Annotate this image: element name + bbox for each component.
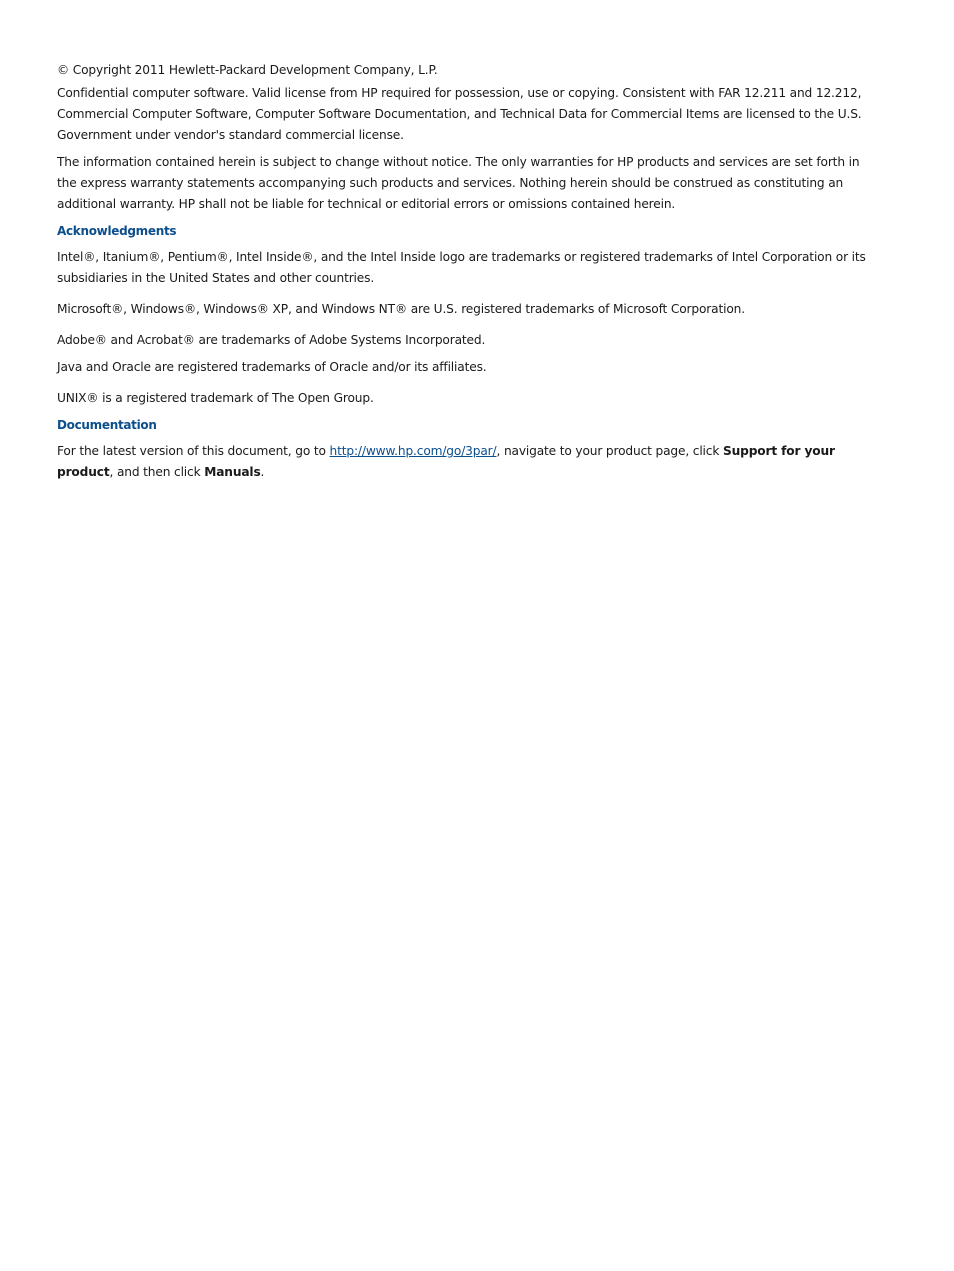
trademark-intel: Intel®, Itanium®, Pentium®, Intel Inside®, and the Intel Inside logo are trademarks or registered trademarks of Intel Corporation or its subsidiaries in the United States and other countries.	[57, 250, 866, 285]
manuals-label: Manuals	[204, 465, 261, 479]
trademark-microsoft: Microsoft®, Windows®, Windows® XP, and Windows NT® are U.S. registered trademarks of Microsoft Corporation.	[57, 302, 745, 316]
warranty-paragraph: The information contained herein is subject to change without notice. The only warranties for HP products and services are set forth in the express warranty statements accompanying such products and services. Nothing herein should be construed as constituting an additional warranty. HP shall not be liable for technical or editorial errors or omissions contained herein.	[57, 155, 860, 211]
documentation-text-before: For the latest version of this document, go to	[57, 444, 330, 458]
trademark-unix: UNIX® is a registered trademark of The Open Group.	[57, 391, 374, 405]
documentation-paragraph	[57, 441, 874, 483]
documentation-text-after: , and then click	[109, 465, 205, 479]
license-paragraph: Confidential computer software. Valid license from HP required for possession, use or copying. Consistent with FAR 12.211 and 12.212, Commercial Computer Software, Computer Software Documentation, and Technical Data for Commercial Items are licensed to the U.S. Government under vendor's standard commercial license.	[57, 86, 862, 142]
acknowledgments-heading: Acknowledgments	[57, 224, 177, 238]
trademark-oracle: Java and Oracle are registered trademarks of Oracle and/or its affiliates.	[57, 360, 487, 374]
documentation-heading: Documentation	[57, 418, 157, 432]
documentation-text-end: .	[260, 465, 265, 479]
copyright-notice: © Copyright 2011 Hewlett-Packard Development Company, L.P.	[57, 63, 438, 77]
trademark-adobe: Adobe® and Acrobat® are trademarks of Adobe Systems Incorporated.	[57, 333, 486, 347]
hp-3par-link[interactable]: http://www.hp.com/go/3par/	[329, 444, 497, 458]
documentation-text-middle: , navigate to your product page, click	[496, 444, 723, 458]
support-for-product-label: Support for your product	[57, 444, 835, 479]
